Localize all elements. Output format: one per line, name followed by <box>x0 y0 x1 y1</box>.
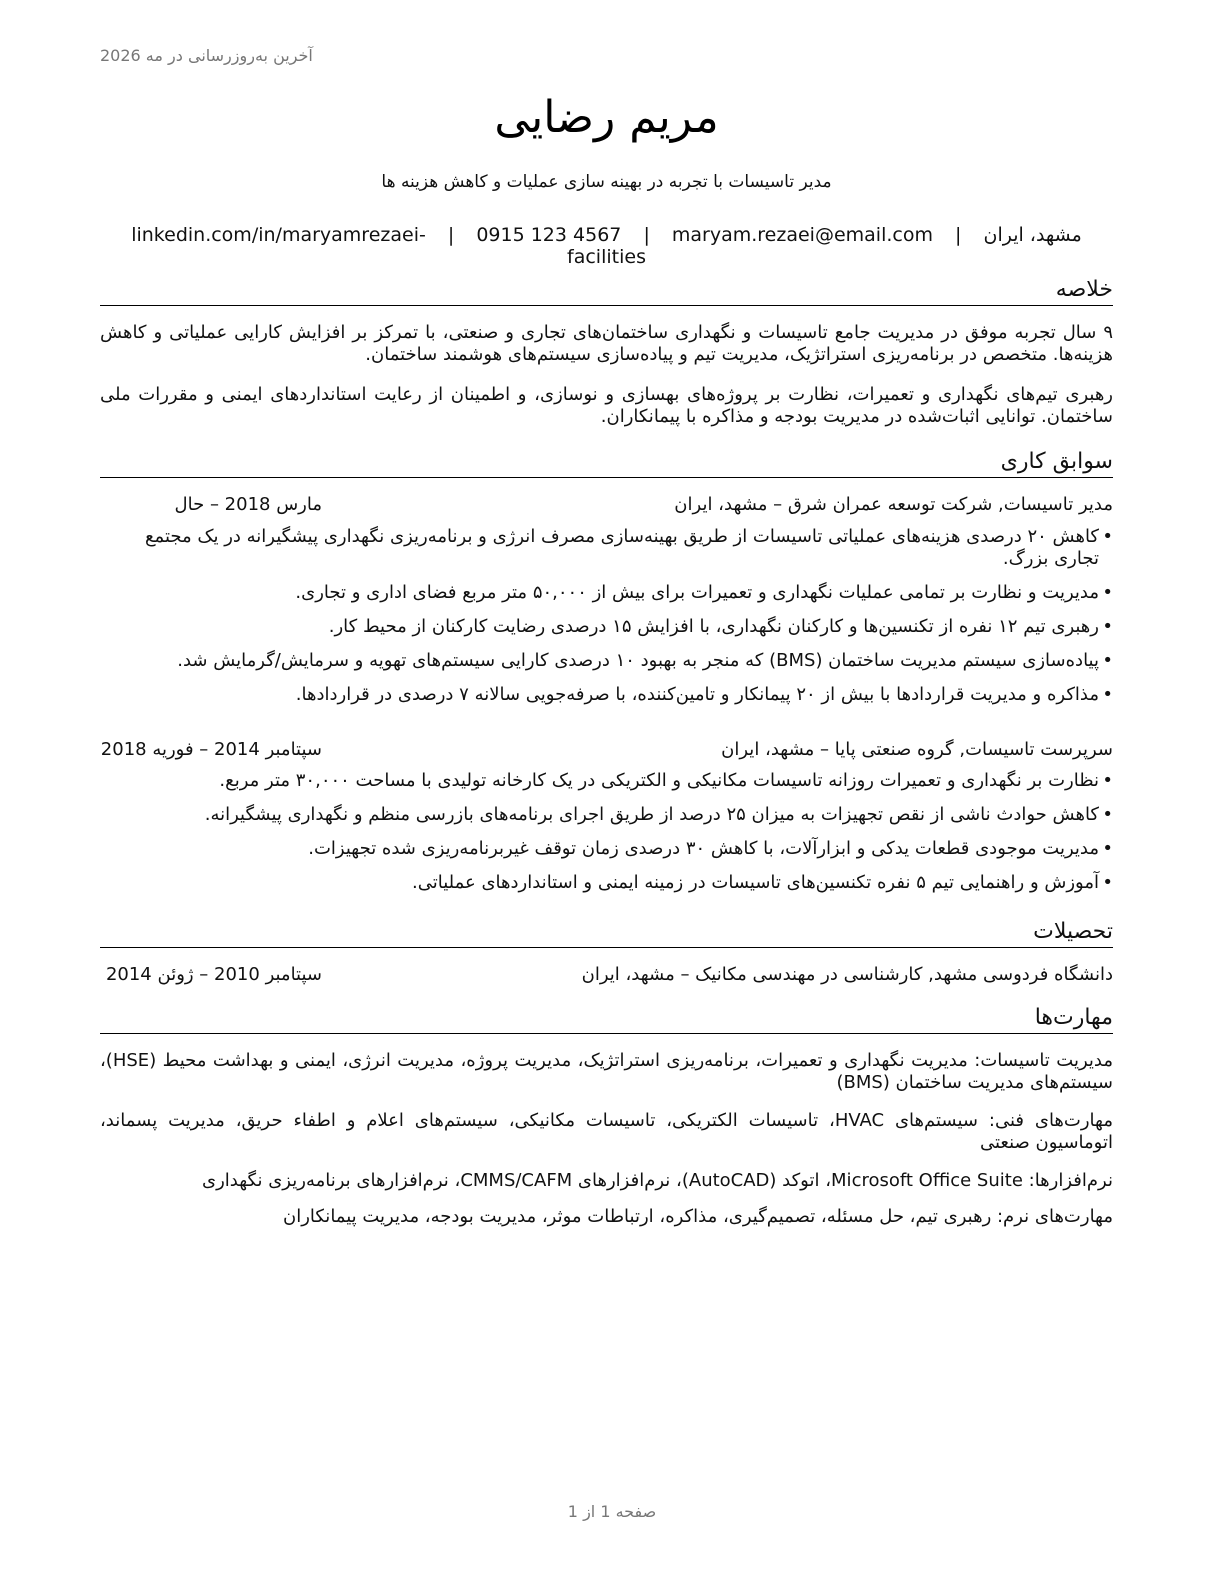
contact-line <box>100 224 1113 268</box>
education-institution-degree: دانشگاه فردوسی مشهد, کارشناسی در مهندسی مکانیک – مشهد، ایران <box>581 964 1113 985</box>
education-dates: سپتامبر 2010 – ژوئن 2014 <box>105 964 322 985</box>
job-heading <box>100 739 1113 761</box>
job-heading <box>100 494 1113 516</box>
section-title-skills: مهارت‌ها <box>100 1004 1113 1034</box>
skills-line: مهارت‌های نرم: رهبری تیم، حل مسئله، تصمیم‌گیری، مذاکره، ارتباطات موثر، مدیریت بودجه، مدیریت پیمانکاران <box>282 1206 1113 1227</box>
contact-separator: | <box>643 224 650 246</box>
section-title-education: تحصیلات <box>100 918 1113 948</box>
summary-paragraph: رهبری تیم‌های نگهداری و تعمیرات، نظارت بر پروژه‌های بهسازی و نوسازی، و اطمینان از رعایت استانداردهای ایمنی و مقررات ملی ساختمان. توانایی اثبات‌شده در مدیریت بودجه و مذاکره با پیمانکاران. <box>100 384 1113 427</box>
section-title-summary: خلاصه <box>100 276 1113 306</box>
job-title-company: مدیر تاسیسات, شرکت توسعه عمران شرق – مشهد، ایران <box>674 494 1113 515</box>
contact-email[interactable]: maryam.rezaei@email.com <box>671 224 933 246</box>
summary-paragraph: ۹ سال تجربه موفق در مدیریت جامع تاسیسات و نگهداری ساختمان‌های تجاری و صنعتی، با تمرکز بر افزایش کارایی عملیاتی و کاهش هزینه‌ها. متخصص در برنامه‌ریزی استراتژیک، مدیریت تیم و پیاده‌سازی سیستم‌های هوشمند ساختمان. <box>100 322 1113 365</box>
skills-line: مهارت‌های فنی: سیستم‌های HVAC، تاسیسات الکتریکی، تاسیسات مکانیکی، سیستم‌های اعلام و اطفاء حریق، مدیریت پسماند، اتوماسیون صنعتی <box>100 1110 1113 1153</box>
list-item: • مدیریت و نظارت بر تمامی عملیات نگهداری و تعمیرات برای بیش از ۵۰,۰۰۰ متر مربع فضای اداری و تجاری. <box>100 582 1113 604</box>
job-dates: مارس 2018 – حال <box>174 494 322 515</box>
list-item: • نظارت بر نگهداری و تعمیرات روزانه تاسیسات مکانیکی و الکتریکی در یک کارخانه تولیدی با مساحت ۳۰,۰۰۰ متر مربع. <box>100 770 1113 792</box>
job-title-company: سرپرست تاسیسات, گروه صنعتی پایا – مشهد، ایران <box>721 739 1113 760</box>
last-updated: آخرین به‌روزرسانی در مه 2026 <box>100 46 313 65</box>
contact-location: مشهد، ایران <box>983 224 1082 246</box>
contact-separator: | <box>447 224 455 246</box>
contact-separator: | <box>955 224 962 246</box>
headline: مدیر تاسیسات با تجربه در بهینه سازی عملیات و کاهش هزینه ها <box>381 172 832 192</box>
contact-linkedin[interactable]: linkedin.com/in/maryamrezaei-facilities <box>131 224 646 268</box>
list-item: • آموزش و راهنمایی تیم ۵ نفره تکنسین‌های تاسیسات در زمینه ایمنی و استانداردهای عملیاتی. <box>100 872 1113 894</box>
list-item: • پیاده‌سازی سیستم مدیریت ساختمان (BMS) که منجر به بهبود ۱۰ درصدی کارایی سیستم‌های تهویه و سرمایش/گرمایش شد. <box>100 650 1113 672</box>
resume-page <box>100 0 1113 1584</box>
list-item: • مدیریت موجودی قطعات یدکی و ابزارآلات، با کاهش ۳۰ درصدی زمان توقف غیربرنامه‌ریزی شده تجهیزات. <box>100 838 1113 860</box>
section-title-experience: سوابق کاری <box>100 448 1113 478</box>
job-dates: سپتامبر 2014 – فوریه 2018 <box>100 739 322 760</box>
list-item: • مذاکره و مدیریت قراردادها با بیش از ۲۰ پیمانکار و تامین‌کننده، با صرفه‌جویی سالانه ۷ درصدی در قراردادها. <box>100 684 1113 706</box>
job-bullets <box>100 770 1113 906</box>
skills-line: نرم‌افزارها: Microsoft Office Suite، اتوکد (AutoCAD)، نرم‌افزارهای CMMS/CAFM، نرم‌افزارهای برنامه‌ریزی نگهداری <box>202 1170 1113 1191</box>
page-number: صفحه 1 از 1 <box>567 1502 657 1521</box>
list-item: • کاهش ۲۰ درصدی هزینه‌های عملیاتی تاسیسات از طریق بهینه‌سازی مصرف انرژی و برنامه‌ریزی نگهداری پیشگیرانه در یک مجتمع تجاری بزرگ. <box>100 526 1113 570</box>
list-item: • کاهش حوادث ناشی از نقص تجهیزات به میزان ۲۵ درصد از طریق اجرای برنامه‌های بازرسی منظم و نگهداری پیشگیرانه. <box>100 804 1113 826</box>
education-heading <box>100 964 1113 986</box>
skills-line: مدیریت تاسیسات: مدیریت نگهداری و تعمیرات، برنامه‌ریزی استراتژیک، مدیریت پروژه، مدیریت انرژی، ایمنی و بهداشت محیط (HSE)، سیستم‌های مدیریت ساختمان (BMS) <box>100 1050 1113 1093</box>
person-name: مریم رضایی <box>494 92 719 143</box>
contact-phone: 0915 123 4567 <box>476 224 622 246</box>
list-item: • رهبری تیم ۱۲ نفره از تکنسین‌ها و کارکنان نگهداری، با افزایش ۱۵ درصدی رضایت کارکنان از محیط کار. <box>100 616 1113 638</box>
job-bullets <box>100 526 1113 718</box>
